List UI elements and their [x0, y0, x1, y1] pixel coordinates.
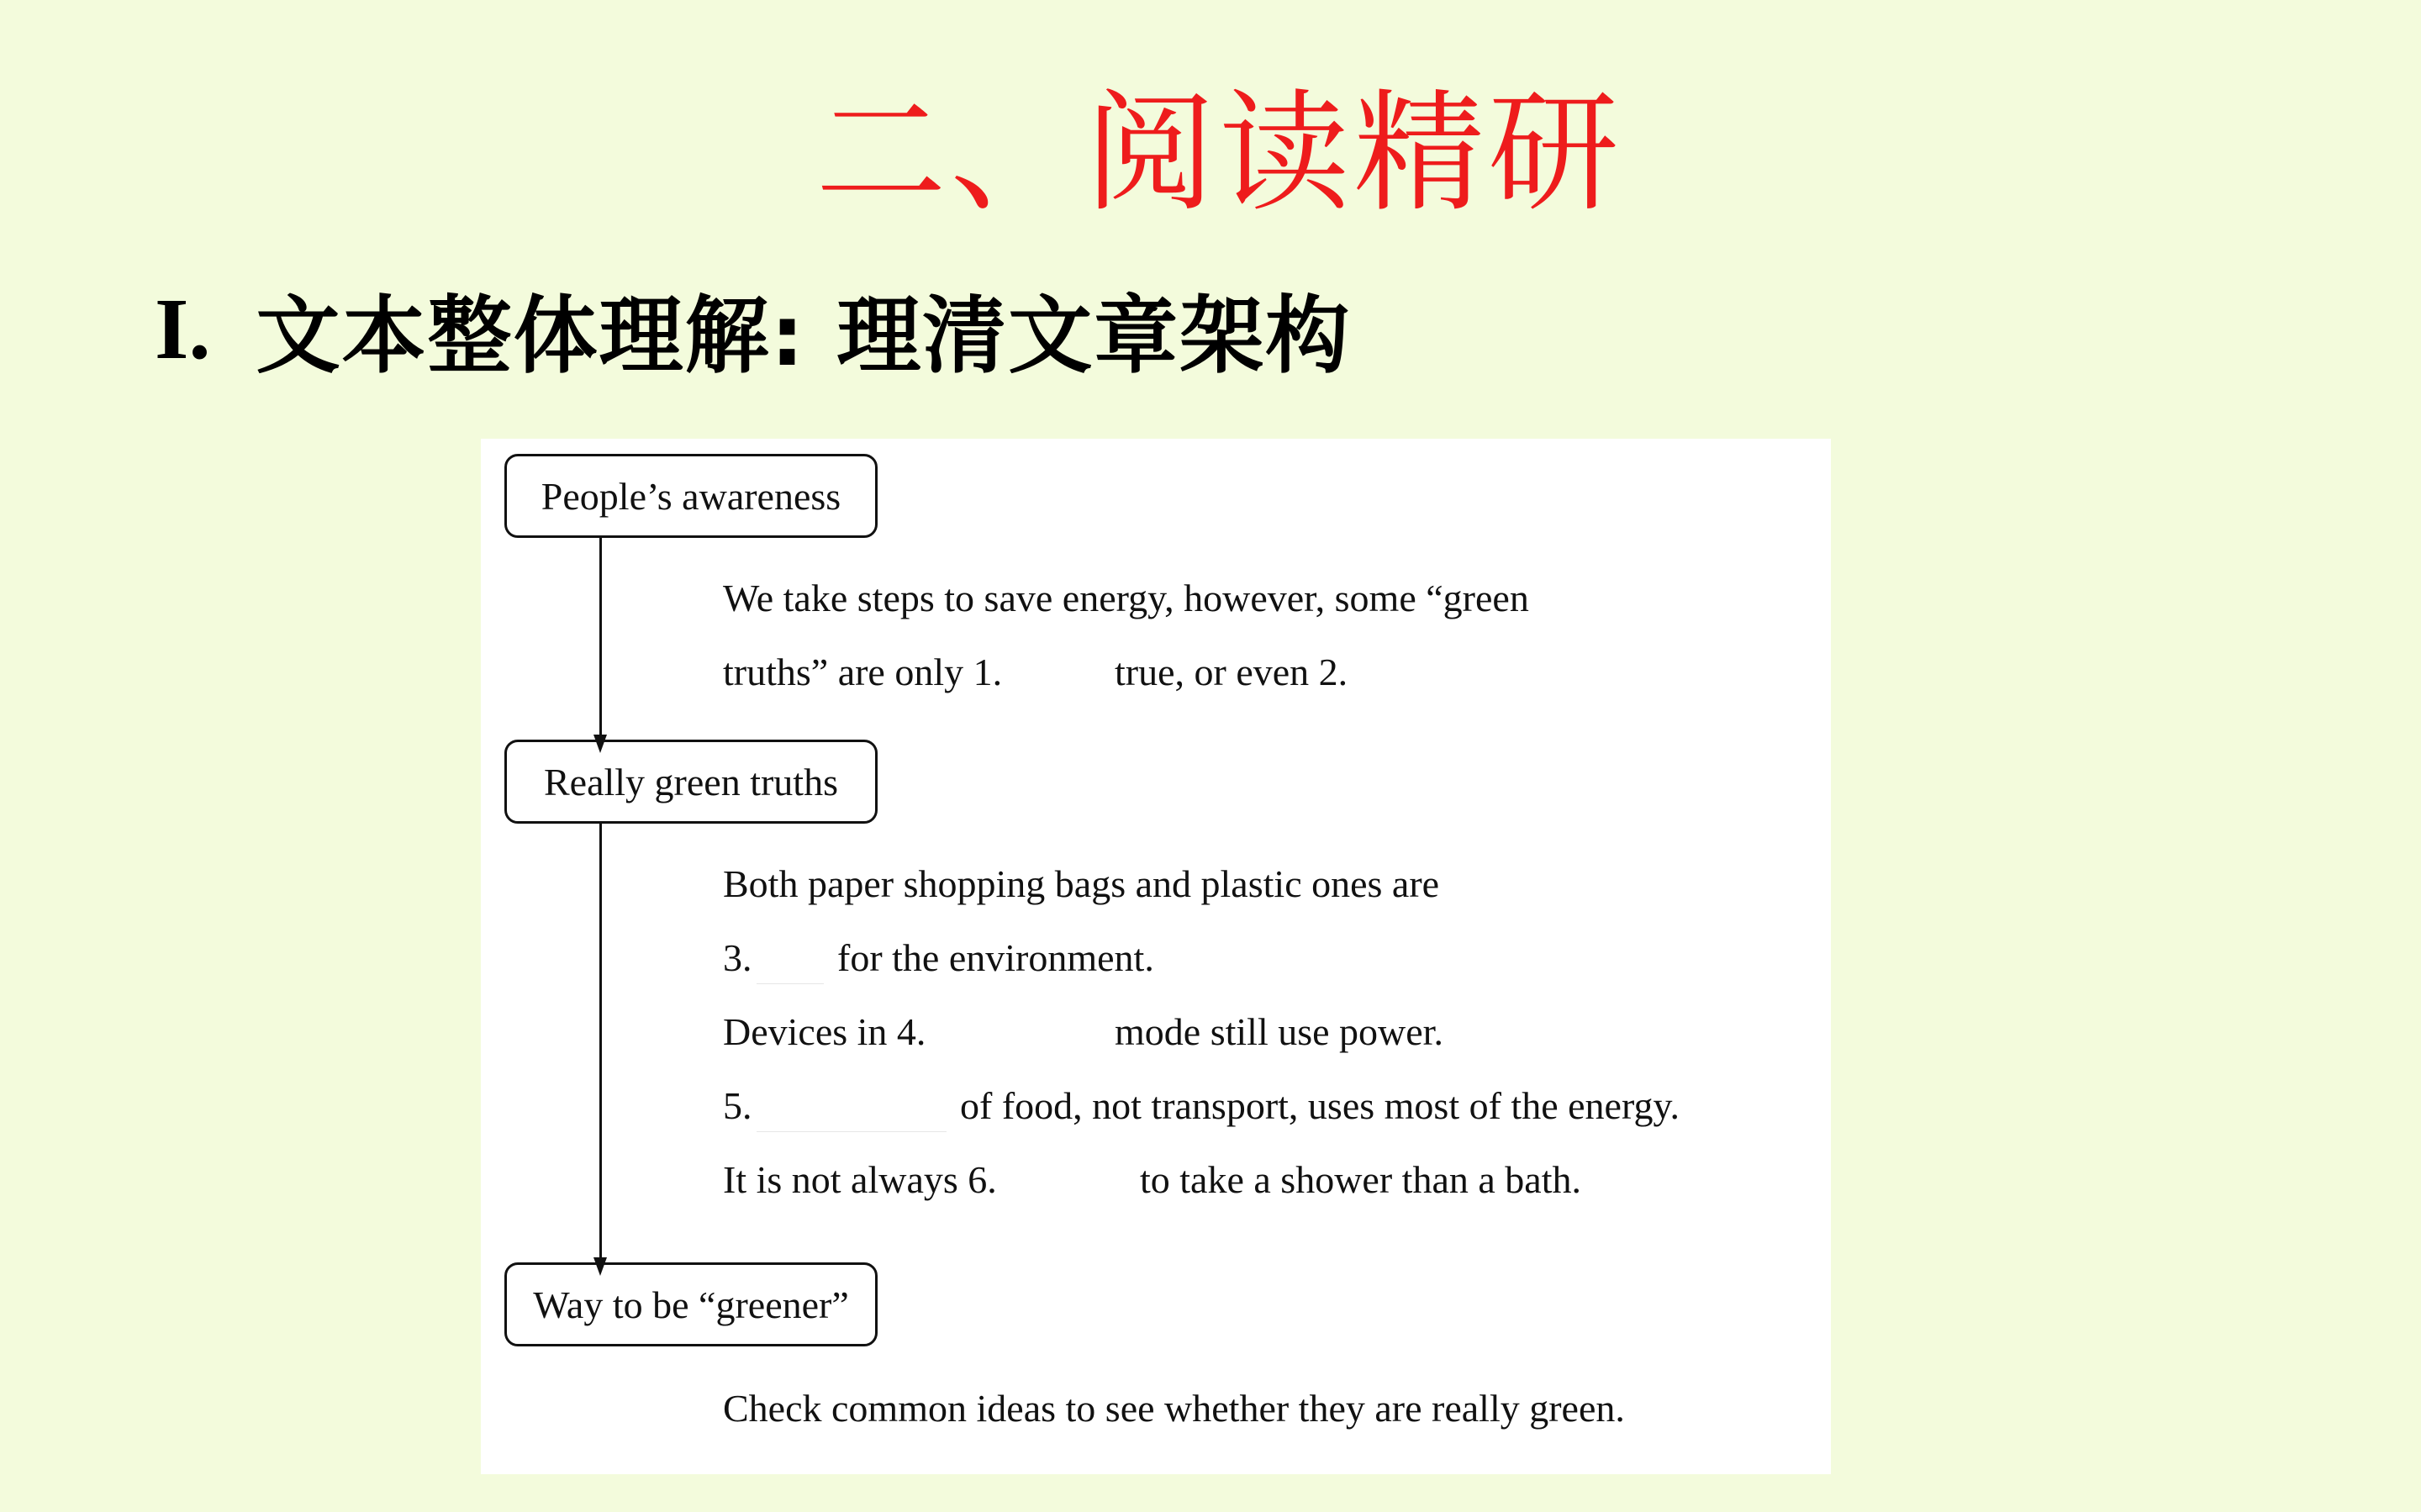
text-segment: mode still use power. [1115, 1010, 1443, 1053]
node-way-to-be-greener: Way to be “greener” [504, 1262, 878, 1346]
truths-line-2 [723, 933, 1480, 983]
text-segment: for the environment. [837, 936, 1154, 979]
truths-line-1: Both paper shopping bags and plastic ones are [723, 862, 1440, 905]
node-really-green-truths: Really green truths [504, 740, 878, 824]
structure-diagram [481, 439, 1831, 1474]
section-number: I. [155, 280, 211, 377]
blank-1 [1031, 647, 1103, 698]
section-title: 文本整体理解: 理清文章架构 [256, 287, 1352, 385]
truths-line-5 [723, 1155, 1581, 1205]
connector-line-2 [599, 824, 602, 1261]
page-title: 二、阅读精研 [815, 76, 1622, 229]
text-segment: 5. [723, 1084, 752, 1127]
awareness-line-2 [723, 647, 1480, 698]
greener-line-1: Check common ideas to see whether they are really green. [723, 1387, 1625, 1430]
text-segment: true, or even 2. [1115, 651, 1348, 693]
text-segment: to take a shower than a bath. [1140, 1158, 1581, 1201]
text-segment: Devices in 4. [723, 1010, 926, 1053]
text-segment: 3. [723, 936, 752, 979]
awareness-line-1: We take steps to save energy, however, some “green [723, 577, 1529, 619]
blank-5 [757, 1081, 947, 1132]
text-segment: of food, not transport, uses most of the energy. [960, 1084, 1680, 1127]
truths-line-4 [723, 1081, 1782, 1131]
blank-6 [1022, 1155, 1126, 1205]
blank-4 [950, 1007, 1101, 1057]
text-segment: truths” are only 1. [723, 651, 1003, 693]
connector-line-1 [599, 538, 602, 736]
node-peoples-awareness: People’s awareness [504, 454, 878, 538]
blank-3 [757, 933, 824, 984]
truths-line-3 [723, 1007, 1480, 1057]
text-segment: It is not always 6. [723, 1158, 997, 1201]
section-heading [155, 274, 1351, 383]
